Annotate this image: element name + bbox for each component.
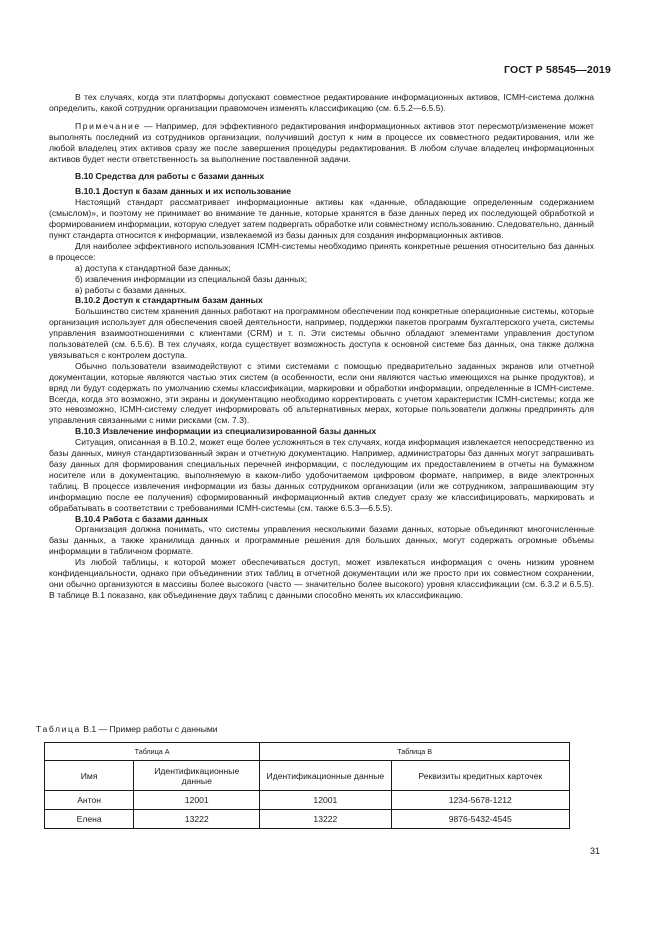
- section-heading-b102: В.10.2 Доступ к стандартным базам данных: [75, 295, 263, 306]
- note-paragraph: [49, 121, 594, 165]
- paragraph: Для наиболее эффективного использования ICMH-системы необходимо принять конкретные решения относительно баз данных в процессе:: [49, 240, 594, 262]
- section-heading-b10: В.10 Средства для работы с базами данных: [75, 171, 265, 182]
- section-heading-b103: В.10.3 Извлечение информации из специализированной базы данных: [75, 426, 377, 437]
- cell-name: Антон: [45, 791, 134, 810]
- cell-card: 9876-5432-4545: [391, 810, 570, 829]
- paragraph: Из любой таблицы, к которой может обеспечиваться доступ, может извлекаться информация с очень низким уровнем конфиденциальности, однако при объединении этих таблиц в отчетной документации или же просто при их совместном сохранении, они обычно организуются в массивы более высокого (часто — значительно более высокого) уровня классификации (см. 6.3.2 и 6.5.5). В таблице В.1 показано, как объединение двух таблиц с данными способно менять их классификацию.: [49, 557, 594, 600]
- list-item: б) извлечения информации из специальной базы данных;: [75, 273, 308, 284]
- list-item: в) работы с базами данных.: [75, 284, 187, 295]
- cell-id-a: 13222: [134, 810, 260, 829]
- table-group-b: Таблица В: [260, 743, 570, 761]
- cell-card: 1234-5678-1212: [391, 791, 570, 810]
- table-group-a: Таблица А: [45, 743, 260, 761]
- data-table: [44, 742, 570, 829]
- table-header-row: [45, 761, 570, 791]
- cell-name: Елена: [45, 810, 134, 829]
- column-header-card: Реквизиты кредитных карточек: [391, 761, 570, 791]
- column-header-id-a: Идентификационные данные: [134, 761, 260, 791]
- paragraph: Обычно пользователи взаимодействуют с этими системами с помощью предварительно заданных экранов или отчетной документации, которые являются частью этих систем (в особенности, если они являются частью имеющихся на рынке продуктов), и вряд ли будут содержать по умолчанию схемы классификации, маркировки и обработки информации, определенные в ICMH-системе. Всегда, когда это возможно, эти экраны и документацию необходимо корректировать с учетом характеристик ICMH-системы; когда же это невозможно, ICMH-систему следует информировать об альтернативных мерах, которые пользователи должны предпринять для управления связанными с ними рисками (см. 7.3).: [49, 360, 594, 426]
- paragraph: Большинство систем хранения данных работают на программном обеспечении под конкретные операционные системы, которые организация использует для обеспечения своей деятельности, например, поддержки пакетов программ бухгалтерского учета, системы управления взаимоотношениями с клиентами (CRM) и т. п. Эти системы обычно обладают элементами управления доступом пользователей (см. 6.5.6). В тех случаях, когда существует возможность доступа к основной системе баз данных, она также должна увязываться с контролем доступа.: [49, 306, 594, 360]
- column-header-id-b: Идентификационные данные: [260, 761, 391, 791]
- cell-id-b: 12001: [260, 791, 391, 810]
- table-group-header-row: [45, 743, 570, 761]
- paragraph: Настоящий стандарт рассматривает информационные активы как «данные, обладающие определенным содержанием (смыслом)», и поэтому не принимает во внимание те данные, которые хранятся в базе данных перед их последующей обработкой и формированием информации, которую следует затем подвергать обработке или совместному использованию. Следовательно, данный пункт стандарта относится к информации, извлекаемой из базы данных для создания информационных активов.: [49, 197, 594, 240]
- section-heading-b104: В.10.4 Работа с базами данных: [75, 513, 208, 524]
- cell-id-b: 13222: [260, 810, 391, 829]
- table-row: [45, 791, 570, 810]
- note-label: Примечание: [75, 120, 141, 131]
- note-text: — Например, для эффективного редактирования информационных активов этот пересмотр/изменение может выполнять последний из сотрудников организации, получивший доступ к ним в процессе их совместного редактирования, или же любой владелец этих активов сразу же после завершения процедуры редактирования. В любом случае владелец информационных активов будет нести ответственность за выполнение поставленной задачи.: [49, 120, 594, 164]
- table-caption-label: Таблица: [36, 724, 81, 734]
- paragraph: В тех случаях, когда эти платформы допускают совместное редактирование информационных активов, ICMH-система должна определить, какой сотрудник организации правомочен изменять классификацию (см. 6.5.2—6.5.5).: [49, 92, 594, 113]
- table-row: [45, 810, 570, 829]
- table-caption: [36, 724, 218, 734]
- table-caption-text: В.1 — Пример работы с данными: [80, 724, 218, 734]
- column-header-name: Имя: [45, 761, 134, 791]
- document-body: [49, 92, 594, 601]
- list-item: а) доступа к стандартной базе данных;: [75, 262, 231, 273]
- document-id-header: ГОСТ Р 58545—2019: [503, 64, 611, 76]
- section-heading-b101: В.10.1 Доступ к базам данных и их использование: [75, 186, 291, 197]
- cell-id-a: 12001: [134, 791, 260, 810]
- paragraph: Организация должна понимать, что системы управления несколькими базами данных, которые объединяют многочисленные базы данных, а также хранилища данных и программные решения для больших данных, могут содержать огромные объемы информации в табличном формате.: [49, 524, 594, 557]
- page-number: 31: [589, 846, 600, 856]
- paragraph: Ситуация, описанная в В.10.2, может еще более усложняться в тех случаях, когда информация извлекается непосредственно из базы данных, минуя стандартизованный экран и отчетную документацию. Например, администраторы баз данных могут запрашивать базу данных для формирования специальных перечней информации, с последующим их предоставлением в отчеты на бумажном носителе или в документацию, выполняемую в каком-либо удобочитаемом цифровом формате, например, в виде электронных таблиц. В процессе извлечения информации из базы данных сотрудником организации (или же сотрудником, запрашивающим эту информацию после ее получения) сформированный информационный актив следует сразу же классифицировать, маркировать и обрабатывать в соответствии с требованиями ICMH-системы (см. также 6.5.3—6.5.5).: [49, 437, 594, 513]
